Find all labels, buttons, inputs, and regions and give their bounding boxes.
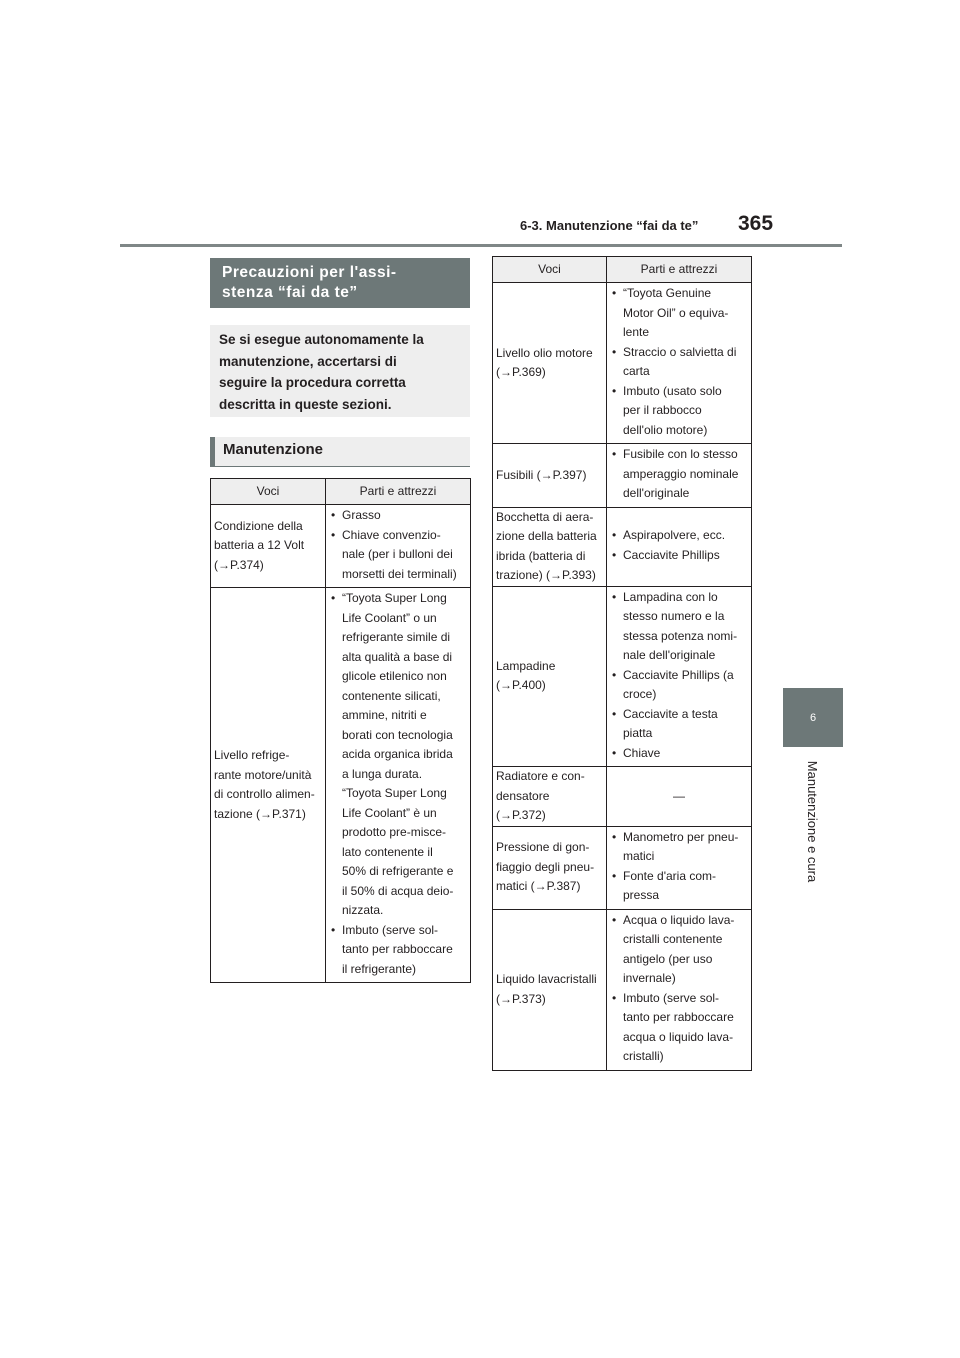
section-header: 6-3. Manutenzione “fai da te” (520, 218, 699, 233)
header-voci: Voci (493, 257, 607, 283)
parts-line: refrigerante simile di (342, 630, 451, 644)
parts-line: cristalli contenente (623, 932, 723, 946)
item-line: Livello refrige- (214, 748, 290, 762)
parts-line: • Straccio o salvietta di (611, 343, 749, 363)
parts-line: pressa (623, 888, 660, 902)
parts-line: • Acqua o liquido lava- (611, 911, 749, 931)
parts-line: il 50% di acqua deio- (342, 883, 454, 898)
parts-list (611, 284, 749, 440)
parts-line: amperaggio nominale (623, 466, 739, 481)
intro-line: manutenzione, accertarsi di (219, 353, 397, 369)
item-line: ibrida (batteria di (496, 548, 586, 563)
item-line: trazione) (→P.393) (496, 568, 596, 582)
parts-line: Life Coolant” o un (342, 610, 437, 625)
item-line: rante motore/unità (214, 767, 312, 782)
parts-line: • Fonte d'aria com- (611, 867, 749, 887)
parts-line: tanto per rabboccare (342, 942, 453, 956)
parts-cell (607, 826, 752, 909)
parts-line: dell'originale (623, 486, 690, 500)
section-title-box (210, 258, 470, 308)
parts-line: borati con tecnologia (342, 727, 453, 742)
parts-cell (326, 505, 471, 588)
parts-list (611, 526, 749, 565)
parts-line: glicole etilenico non (342, 669, 447, 683)
parts-cell (326, 588, 471, 983)
item-line: batteria a 12 Volt (214, 538, 305, 553)
table-row (493, 444, 752, 508)
item-cell (493, 507, 607, 586)
parts-line: ammine, nitriti e (342, 708, 427, 722)
parts-cell (607, 283, 752, 444)
parts-cell (607, 767, 752, 827)
parts-line: • “Toyota Genuine (611, 284, 749, 304)
intro-box (210, 325, 470, 417)
item-line: Condizione della (214, 518, 303, 533)
maintenance-table-right (492, 256, 752, 1071)
parts-cell (607, 507, 752, 586)
item-line: (→P.369) (496, 365, 546, 379)
parts-line: acida organica ibrida (342, 747, 453, 761)
parts-line: antigelo (per uso (623, 951, 713, 966)
item-cell (493, 586, 607, 767)
item-cell (493, 909, 607, 1070)
parts-line: croce) (623, 687, 657, 701)
parts-line: • Cacciavite Phillips (a (611, 666, 749, 686)
item-line: Radiatore e con- (496, 769, 585, 783)
table-row (211, 588, 471, 983)
chapter-tab (783, 688, 843, 747)
item-cell (493, 826, 607, 909)
item-line: densatore (496, 788, 550, 803)
parts-line: dell'olio motore) (623, 422, 708, 437)
parts-list (611, 588, 749, 764)
table-row (493, 507, 752, 586)
parts-line: nale (per i bulloni dei (342, 547, 453, 561)
parts-line: nale dell'originale (623, 648, 716, 662)
table-body (493, 283, 752, 1071)
item-line: (→P.373) (496, 991, 546, 1006)
item-cell (211, 505, 326, 588)
intro-line: seguire la procedura corretta (219, 375, 406, 390)
parts-line: Motor Oil” o equiva- (623, 305, 729, 320)
table-header-row (493, 257, 752, 283)
header-parti: Parti e attrezzi (326, 479, 471, 505)
parts-line: lato contenente il (342, 844, 433, 859)
item-line: Livello olio motore (496, 345, 593, 360)
item-line: Pressione di gon- (496, 840, 590, 855)
chapter-title-vertical (760, 758, 866, 884)
parts-cell (607, 909, 752, 1070)
item-line: tazione (→P.371) (214, 806, 306, 821)
chapter-title: Manutenzione e cura (805, 760, 821, 882)
item-line: Bocchetta di aera- (496, 509, 594, 524)
item-cell (493, 444, 607, 508)
parts-line: Life Coolant” è un (342, 805, 437, 820)
table-row (211, 505, 471, 588)
table-header-row (211, 479, 471, 505)
parts-list (611, 911, 749, 1067)
table-row (493, 283, 752, 444)
item-cell (493, 283, 607, 444)
table-row (493, 826, 752, 909)
parts-line: a lunga durata. (342, 766, 423, 781)
parts-list (611, 445, 749, 504)
parts-list (611, 828, 749, 906)
item-cell (211, 588, 326, 983)
parts-line: • Imbuto (serve sol- (611, 989, 749, 1009)
parts-line: alta qualità a base di (342, 649, 453, 664)
parts-line: “Toyota Super Long (342, 786, 447, 800)
parts-line: • Grasso (330, 506, 468, 526)
parts-line: per il rabbocco (623, 403, 702, 417)
parts-line: stesso numero e la (623, 609, 725, 623)
section-title-line1: Precauzioni per l'assi- (222, 264, 397, 281)
parts-line: • Lampadina con lo (611, 588, 749, 608)
parts-line: prodotto pre-misce- (342, 825, 447, 839)
parts-line: contenente silicati, (342, 688, 441, 703)
section-title-line2: stenza “fai da te” (222, 284, 358, 301)
item-line: (→P.400) (496, 678, 546, 693)
parts-list (330, 589, 468, 979)
item-line: Fusibili (→P.397) (496, 467, 587, 482)
parts-line: matici (623, 849, 655, 863)
item-line: Liquido lavacristalli (496, 972, 597, 986)
parts-line: il refrigerante) (342, 961, 417, 976)
parts-line: • Cacciavite Phillips (611, 546, 749, 566)
intro-line: Se si esegue autonomamente la (219, 332, 424, 347)
chapter-number: 6 (809, 711, 817, 724)
parts-line: piatta (623, 726, 653, 740)
table-row (493, 767, 752, 827)
maintenance-table-left (210, 478, 471, 983)
parts-line: • Chiave (611, 744, 749, 764)
parts-line: tanto per rabboccare (623, 1010, 734, 1024)
parts-line: • Imbuto (serve sol- (330, 921, 468, 941)
parts-line: acqua o liquido lava- (623, 1029, 734, 1044)
parts-cell (607, 444, 752, 508)
intro-line: descritta in queste sezioni. (219, 396, 392, 412)
parts-line: stessa potenza nomi- (623, 628, 738, 643)
item-line: (→P.374) (214, 557, 264, 572)
item-cell (493, 767, 607, 827)
item-line: (→P.372) (496, 808, 546, 822)
item-line: zione della batteria (496, 529, 597, 543)
parts-line: morsetti dei terminali) (342, 566, 457, 581)
parts-line: • Chiave convenzio- (330, 526, 468, 546)
parts-line: carta (623, 364, 650, 378)
parts-line: • Cacciavite a testa (611, 705, 749, 725)
parts-line: • Fusibile con lo stesso (611, 445, 749, 465)
subheading-maintenance: Manutenzione (210, 437, 470, 467)
parts-line: • Aspirapolvere, ecc. (611, 526, 749, 546)
parts-line: invernale) (623, 971, 676, 985)
parts-line: • Manometro per pneu- (611, 828, 749, 848)
not-applicable-dash: — (673, 788, 685, 803)
item-line: fiaggio degli pneu- (496, 859, 595, 874)
page-number: 365 (738, 212, 774, 235)
table-row (493, 909, 752, 1070)
parts-line: nizzata. (342, 903, 384, 917)
table-row (493, 586, 752, 767)
parts-line: • “Toyota Super Long (330, 589, 468, 609)
parts-list (330, 506, 468, 584)
table-body (211, 505, 471, 983)
item-line: matici (→P.387) (496, 879, 581, 894)
header-parti: Parti e attrezzi (607, 257, 752, 283)
parts-line: 50% di refrigerante e (342, 864, 454, 878)
item-line: di controllo alimen- (214, 787, 315, 801)
parts-line: cristalli) (623, 1049, 664, 1063)
parts-line: lente (623, 325, 650, 339)
header-voci: Voci (211, 479, 326, 505)
parts-line: • Imbuto (usato solo (611, 382, 749, 402)
item-line: Lampadine (496, 658, 556, 673)
header-rule (120, 244, 842, 247)
parts-cell (607, 586, 752, 767)
